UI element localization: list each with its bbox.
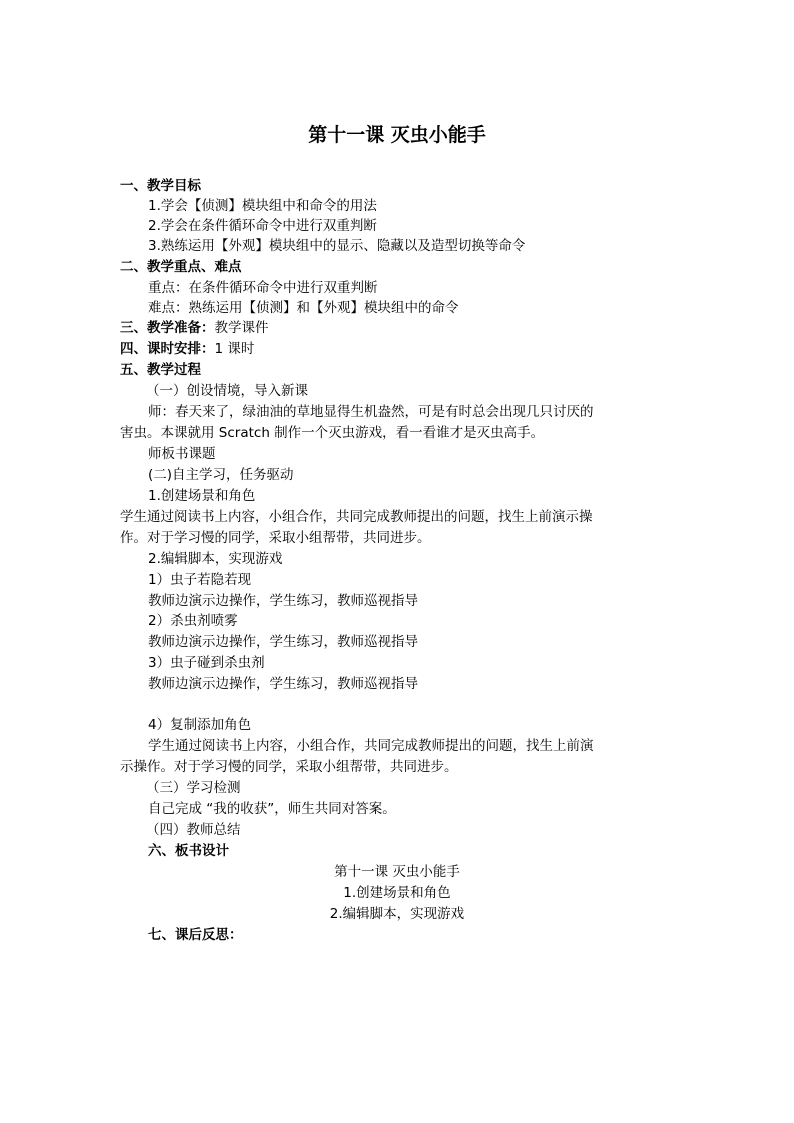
section-6-heading: 六、板书设计 bbox=[148, 843, 229, 859]
subtask-2-title: 2）杀虫剂喷雾 bbox=[148, 613, 238, 629]
task-1-desc-line-2: 作。对于学习慢的同学，采取小组帮带，共同进步。 bbox=[120, 530, 431, 546]
process-step-2: (二)自主学习，任务驱动 bbox=[148, 467, 294, 483]
section-3-value: 教学课件 bbox=[214, 320, 269, 336]
page-title: 第十一课 灭虫小能手 bbox=[308, 124, 486, 146]
objective-item-1: 1.学会【侦测】模块组中和命令的用法 bbox=[148, 198, 377, 214]
objective-item-3: 3.熟练运用【外观】模块组中的显示、隐藏以及造型切换等命令 bbox=[148, 238, 526, 254]
process-step-3-desc: 自己完成 “我的收获”，师生共同对答案。 bbox=[148, 801, 396, 817]
process-paragraph-line-1: 师：春天来了，绿油油的草地显得生机盎然，可是有时总会出现几只讨厌的 bbox=[148, 404, 594, 420]
difficult-point: 难点：熟练运用【侦测】和【外观】模块组中的命令 bbox=[148, 300, 459, 316]
subtask-1-title: 1）虫子若隐若现 bbox=[148, 572, 252, 588]
section-4-value: 1 课时 bbox=[214, 341, 255, 357]
task-1-desc-line-1: 学生通过阅读书上内容，小组合作，共同完成教师提出的问题，找生上前演示操 bbox=[120, 509, 593, 525]
key-point: 重点：在条件循环命令中进行双重判断 bbox=[148, 280, 378, 296]
board-title-note: 师板书课题 bbox=[148, 446, 216, 462]
subtask-4-title: 4）复制添加角色 bbox=[148, 717, 252, 733]
section-3-label: 三、教学准备： bbox=[120, 320, 215, 336]
process-step-1: （一）创设情境，导入新课 bbox=[146, 383, 308, 399]
subtask-3-title: 3）虫子碰到杀虫剂 bbox=[148, 655, 265, 671]
section-1-heading: 一、教学目标 bbox=[120, 178, 201, 194]
section-2-heading: 二、教学重点、难点 bbox=[120, 259, 242, 275]
subtask-3-desc: 教师边演示边操作，学生练习，教师巡视指导 bbox=[148, 676, 418, 692]
section-5-heading: 五、教学过程 bbox=[120, 362, 201, 378]
process-paragraph-line-2: 害虫。本课就用 Scratch 制作一个灭虫游戏，看一看谁才是灭虫高手。 bbox=[120, 425, 545, 441]
subtask-2-desc: 教师边演示边操作，学生练习，教师巡视指导 bbox=[148, 634, 418, 650]
subtask-4-desc-line-2: 示操作。对于学习慢的同学，采取小组帮带，共同进步。 bbox=[120, 759, 458, 775]
process-step-4: （四）教师总结 bbox=[146, 822, 241, 838]
process-step-3: （三）学习检测 bbox=[146, 780, 241, 796]
section-3 bbox=[120, 318, 269, 338]
subtask-4-desc-line-1: 学生通过阅读书上内容，小组合作，共同完成教师提出的问题，找生上前演 bbox=[148, 738, 594, 754]
subtask-1-desc: 教师边演示边操作，学生练习，教师巡视指导 bbox=[148, 593, 418, 609]
section-4-label: 四、课时安排： bbox=[120, 341, 215, 357]
objective-item-2: 2.学会在条件循环命令中进行双重判断 bbox=[148, 218, 377, 234]
section-7-heading: 七、课后反思： bbox=[148, 927, 243, 943]
board-line-3: 2.编辑脚本，实现游戏 bbox=[329, 906, 465, 922]
board-line-2: 1.创建场景和角色 bbox=[343, 885, 451, 901]
section-4 bbox=[120, 339, 254, 359]
board-line-1: 第十一课 灭虫小能手 bbox=[334, 864, 460, 880]
task-1-title: 1.创建场景和角色 bbox=[148, 488, 256, 504]
task-2-title: 2.编辑脚本，实现游戏 bbox=[148, 551, 283, 567]
